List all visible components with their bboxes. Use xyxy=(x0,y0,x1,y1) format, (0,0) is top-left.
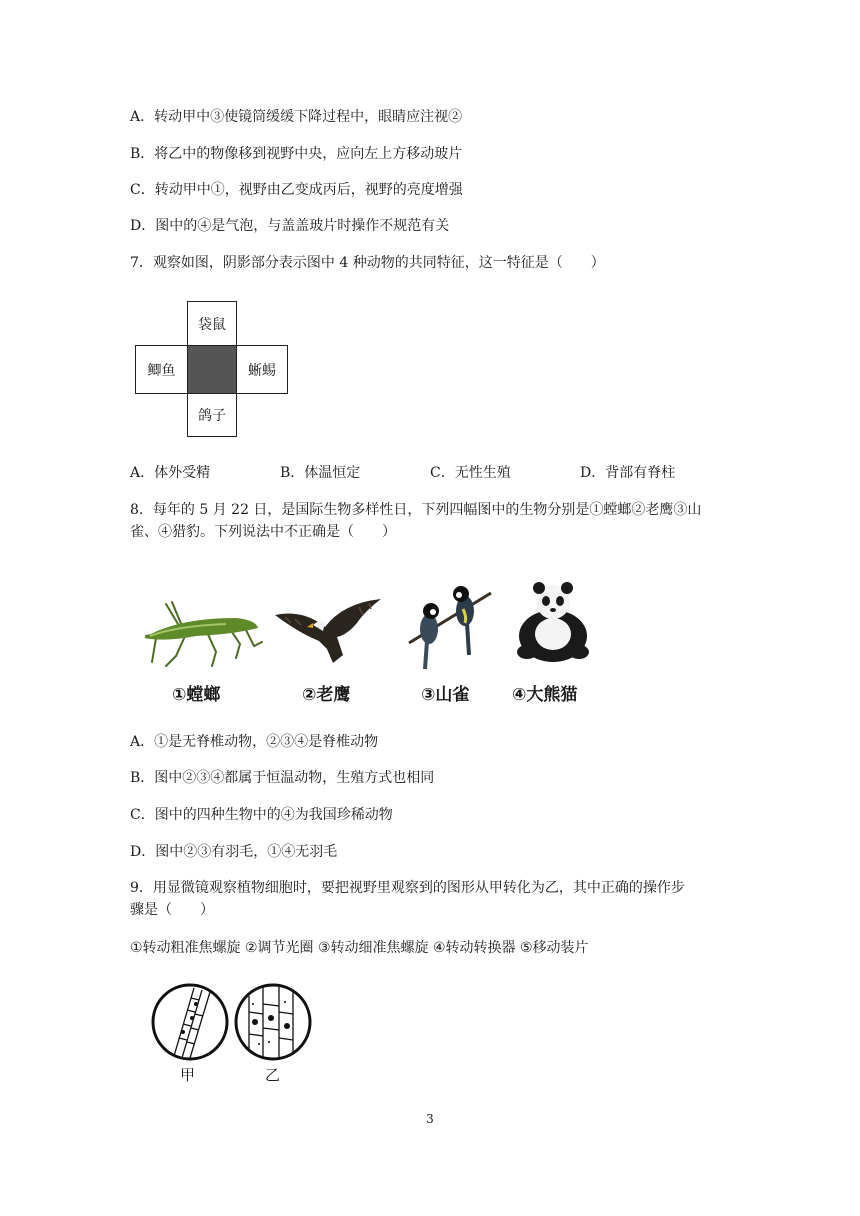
q8-stem-line2: 雀、④猎豹。下列说法中不正确是（ ） xyxy=(130,524,396,540)
q7-cell-center-shaded xyxy=(187,345,237,394)
q8-option-a: A．①是无脊椎动物，②③④是脊椎动物 xyxy=(130,734,379,750)
q7-stem: 7．观察如图，阴影部分表示图中 4 种动物的共同特征，这一特征是（ ） xyxy=(130,255,605,271)
q8-option-d: D．图中②③有羽毛，①④无羽毛 xyxy=(130,844,338,860)
q9-stem-line1: 9．用显微镜观察植物细胞时，要把视野里观察到的图形从甲转化为乙，其中正确的操作步 xyxy=(130,880,685,896)
q8-caption-2: ②老鹰 xyxy=(302,685,351,705)
q8-option-b: B．图中②③④都属于恒温动物，生殖方式也相同 xyxy=(130,770,435,786)
q7-option-d: D．背部有脊柱 xyxy=(580,465,676,481)
q7-cell-top: 袋鼠 xyxy=(187,301,237,346)
q8-option-c: C．图中的四种生物中的④为我国珍稀动物 xyxy=(130,807,393,823)
mantis-icon xyxy=(136,596,266,670)
tit-bird-icon xyxy=(405,583,495,671)
q6-option-b: B．将乙中的物像移到视野中央，应向左上方移动玻片 xyxy=(130,146,463,162)
q6-option-d: D．图中的④是气泡，与盖盖玻片时操作不规范有关 xyxy=(130,218,450,234)
q6-option-a: A．转动甲中③使镜筒缓缓下降过程中，眼睛应注视② xyxy=(130,109,463,125)
microscope-view-jia-icon xyxy=(150,982,230,1062)
q9-label-jia: 甲 xyxy=(180,1066,196,1084)
microscope-view-yi-icon xyxy=(233,982,313,1062)
panda-icon xyxy=(513,580,593,664)
q6-option-c: C．转动甲中①，视野由乙变成丙后，视野的亮度增强 xyxy=(130,182,463,198)
q7-cell-left: 鲫鱼 xyxy=(135,345,188,394)
page-number: 3 xyxy=(426,1112,434,1126)
q8-stem-line1: 8．每年的 5 月 22 日，是国际生物多样性日，下列四幅图中的生物分别是①螳螂②老鹰③山 xyxy=(130,502,702,518)
q8-caption-1: ①螳螂 xyxy=(172,685,221,705)
q7-option-b: B．体温恒定 xyxy=(280,465,361,481)
q9-stem-line2: 骤是（ ） xyxy=(130,902,214,918)
q7-option-c: C．无性生殖 xyxy=(430,465,511,481)
q9-label-yi: 乙 xyxy=(265,1066,281,1084)
q8-caption-4: ④大熊猫 xyxy=(512,685,578,705)
eagle-icon xyxy=(273,597,385,665)
q7-cell-bottom: 鸽子 xyxy=(187,393,237,437)
q7-option-a: A．体外受精 xyxy=(130,465,211,481)
q7-cell-right: 蜥蜴 xyxy=(236,345,288,394)
q9-steps: ①转动粗准焦螺旋 ②调节光圈 ③转动细准焦螺旋 ④转动转换器 ⑤移动装片 xyxy=(130,940,589,956)
q8-caption-3: ③山雀 xyxy=(421,685,470,705)
